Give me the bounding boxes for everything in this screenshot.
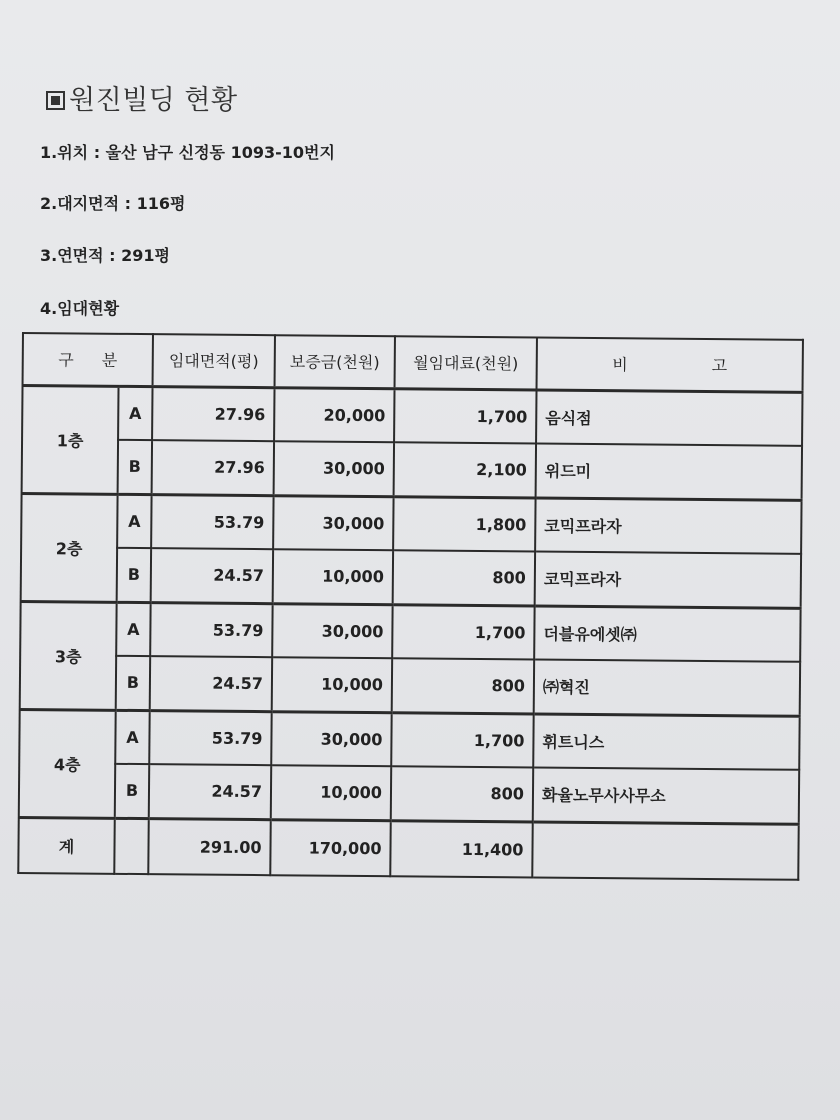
rent-cell: 1,700 bbox=[392, 604, 534, 659]
table-row bbox=[22, 385, 802, 446]
area-cell: 24.57 bbox=[151, 548, 273, 603]
total-rent: 11,400 bbox=[390, 820, 532, 877]
info-land-area: 2.대지면적 : 116평 bbox=[40, 194, 186, 213]
unit-cell: B bbox=[117, 548, 151, 602]
note-cell: 더블유에셋㈜ bbox=[534, 605, 800, 661]
unit-cell: A bbox=[117, 494, 151, 548]
total-row bbox=[18, 817, 798, 880]
header-gubun-2: 분 bbox=[101, 350, 118, 371]
note-cell: 음식점 bbox=[536, 389, 802, 445]
total-unit-empty bbox=[114, 818, 148, 874]
rent-cell: 1,700 bbox=[391, 712, 533, 767]
lease-table bbox=[17, 332, 804, 881]
total-note-empty bbox=[532, 821, 798, 879]
document-title-text: 원진빌딩 현황 bbox=[69, 85, 238, 116]
deposit-cell: 10,000 bbox=[271, 765, 391, 820]
unit-cell: B bbox=[118, 440, 152, 494]
area-cell: 24.57 bbox=[150, 656, 272, 711]
unit-cell: B bbox=[116, 656, 150, 710]
area-cell: 27.96 bbox=[152, 440, 274, 495]
document-title bbox=[46, 78, 238, 117]
unit-cell: B bbox=[115, 764, 149, 818]
note-cell: 휘트니스 bbox=[533, 713, 799, 769]
table-row bbox=[19, 709, 799, 770]
floor-label: 4층 bbox=[19, 709, 116, 818]
info-location: 1.위치 : 울산 남구 신정동 1093-10번지 bbox=[40, 143, 335, 162]
deposit-cell: 10,000 bbox=[272, 657, 392, 712]
area-cell: 53.79 bbox=[151, 494, 273, 549]
note-cell: 화율노무사사무소 bbox=[533, 767, 799, 823]
square-bullet-icon bbox=[46, 91, 65, 110]
note-cell: 코믹프라자 bbox=[535, 551, 801, 607]
header-note-2: 고 bbox=[711, 356, 728, 376]
total-label: 계 bbox=[18, 817, 114, 874]
table-row bbox=[20, 601, 800, 662]
note-cell: ㈜혁진 bbox=[534, 659, 800, 715]
table-row bbox=[20, 655, 800, 716]
rent-cell: 800 bbox=[391, 766, 533, 821]
area-cell: 53.79 bbox=[150, 602, 272, 657]
table-row bbox=[22, 439, 802, 500]
rent-cell: 1,800 bbox=[393, 496, 535, 551]
info-lease-status: 4.임대현황 bbox=[40, 299, 120, 318]
unit-cell: A bbox=[116, 602, 150, 656]
area-cell: 27.96 bbox=[152, 386, 274, 441]
table-row bbox=[19, 763, 799, 824]
header-gubun-1: 구 bbox=[58, 350, 74, 370]
table-row bbox=[21, 547, 801, 608]
total-deposit: 170,000 bbox=[270, 819, 390, 876]
deposit-cell: 30,000 bbox=[271, 711, 391, 766]
note-cell: 위드미 bbox=[536, 443, 802, 499]
floor-label: 2층 bbox=[21, 493, 118, 602]
header-deposit: 보증금(천원) bbox=[275, 335, 395, 388]
table-row bbox=[21, 493, 801, 554]
unit-cell: A bbox=[115, 710, 149, 764]
area-cell: 53.79 bbox=[149, 710, 271, 765]
floor-label: 1층 bbox=[22, 385, 119, 494]
lease-table-wrapper bbox=[17, 332, 802, 881]
deposit-cell: 30,000 bbox=[274, 441, 394, 496]
rent-cell: 800 bbox=[393, 550, 535, 605]
header-rent: 월임대료(천원) bbox=[395, 336, 537, 389]
area-cell: 24.57 bbox=[149, 764, 271, 819]
header-note bbox=[537, 337, 803, 391]
rent-cell: 1,700 bbox=[394, 388, 536, 443]
deposit-cell: 10,000 bbox=[273, 549, 393, 604]
deposit-cell: 30,000 bbox=[272, 603, 392, 658]
deposit-cell: 20,000 bbox=[274, 387, 394, 442]
note-cell: 코믹프라자 bbox=[535, 497, 801, 553]
table-header-row bbox=[23, 333, 803, 392]
info-floor-area: 3.연면적 : 291평 bbox=[40, 246, 170, 265]
deposit-cell: 30,000 bbox=[273, 495, 393, 550]
header-gubun bbox=[23, 333, 153, 386]
header-area: 임대면적(평) bbox=[153, 334, 275, 387]
total-area: 291.00 bbox=[148, 818, 270, 875]
rent-cell: 2,100 bbox=[394, 442, 536, 497]
header-note-1: 비 bbox=[612, 355, 628, 375]
unit-cell: A bbox=[118, 386, 152, 440]
floor-label: 3층 bbox=[20, 601, 117, 710]
rent-cell: 800 bbox=[392, 658, 534, 713]
